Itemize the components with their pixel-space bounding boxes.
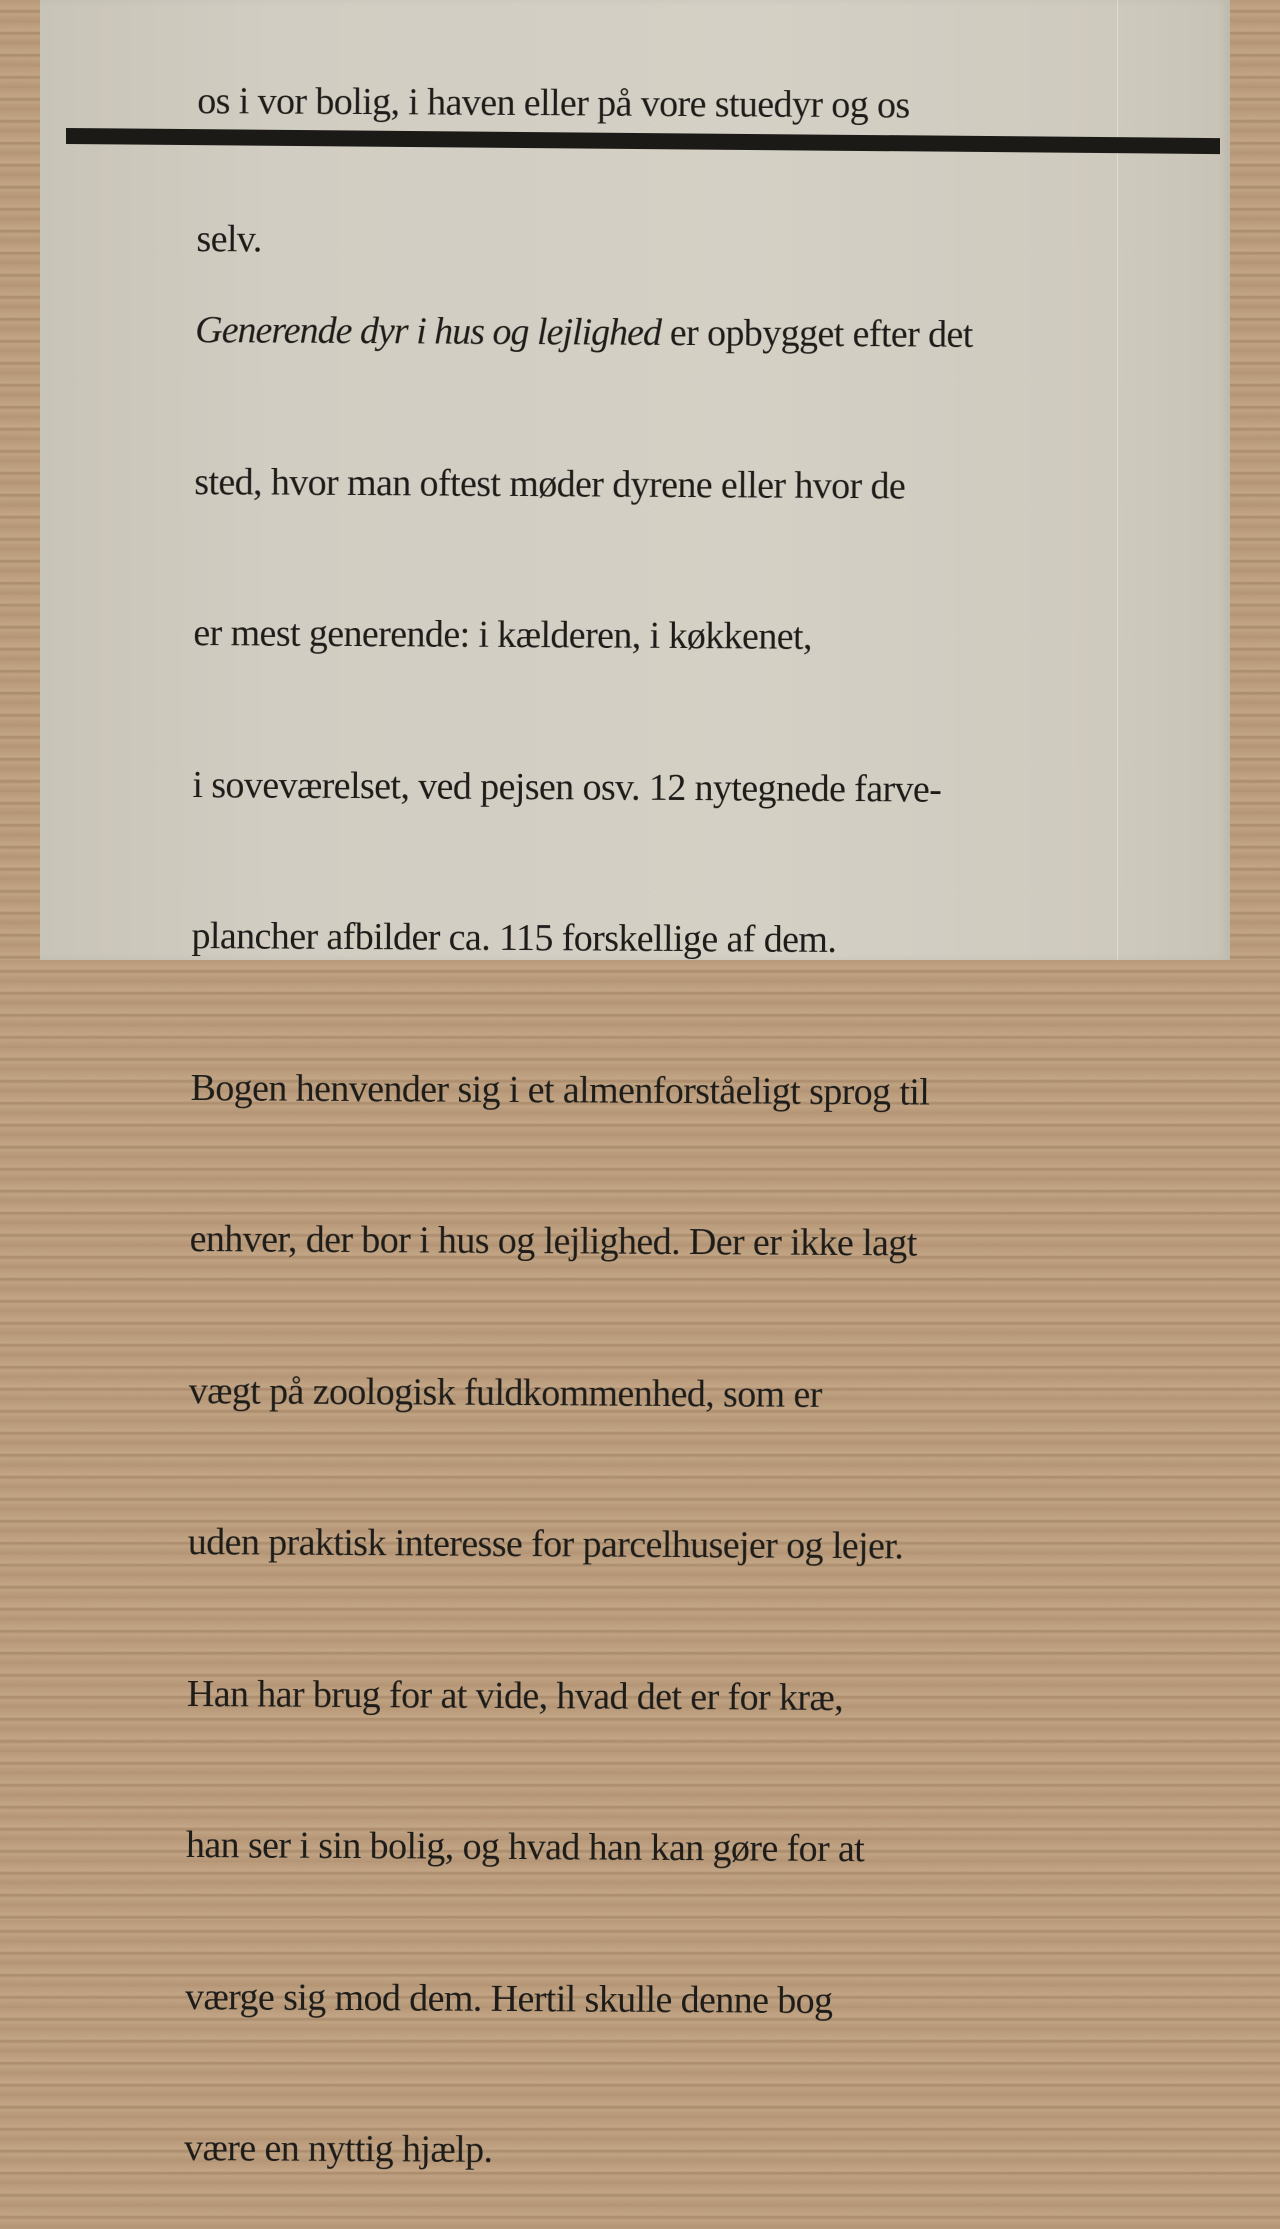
text-line: værge sig mod dem. Hertil skulle denne bog — [184, 1975, 833, 2022]
text-line: er mest generende: i kælderen, i køkkenet, — [193, 611, 812, 658]
text-line: Han har brug for at vide, hvad det er for kræ, — [186, 1672, 844, 1719]
text-line: han ser i sin bolig, og hvad han kan gøre for at — [185, 1823, 865, 1871]
text-line-first — [195, 305, 973, 360]
text-line: vægt på zoologisk fuldkommenhed, som er — [188, 1369, 822, 1416]
body-paragraph — [184, 204, 974, 2229]
text-line: være en nyttig hjælp. — [183, 2126, 493, 2171]
text-fragment: er opbygget efter det — [660, 311, 973, 356]
text-line: uden praktisk interesse for parcelhusejer og lejer. — [187, 1520, 904, 1568]
text-line: enhver, der bor i hus og lejlighed. Der er ikke lagt — [189, 1217, 917, 1265]
text-line: plancher afbilder ca. 115 forskellige af dem. — [191, 914, 837, 961]
text-line: Bogen henvender sig i et almenforståeligt sprog til — [190, 1066, 930, 1113]
text-line: os i vor bolig, i haven eller på vore stuedyr og os — [197, 79, 910, 127]
text-line: i soveværelset, ved pejsen osv. 12 nytegnede farve- — [192, 763, 942, 811]
book-title-italic: Generende dyr i hus og lejlighed — [195, 308, 662, 354]
text-line: sted, hvor man oftest møder dyrene eller hvor de — [194, 460, 906, 507]
text-line: selv. — [196, 217, 262, 261]
